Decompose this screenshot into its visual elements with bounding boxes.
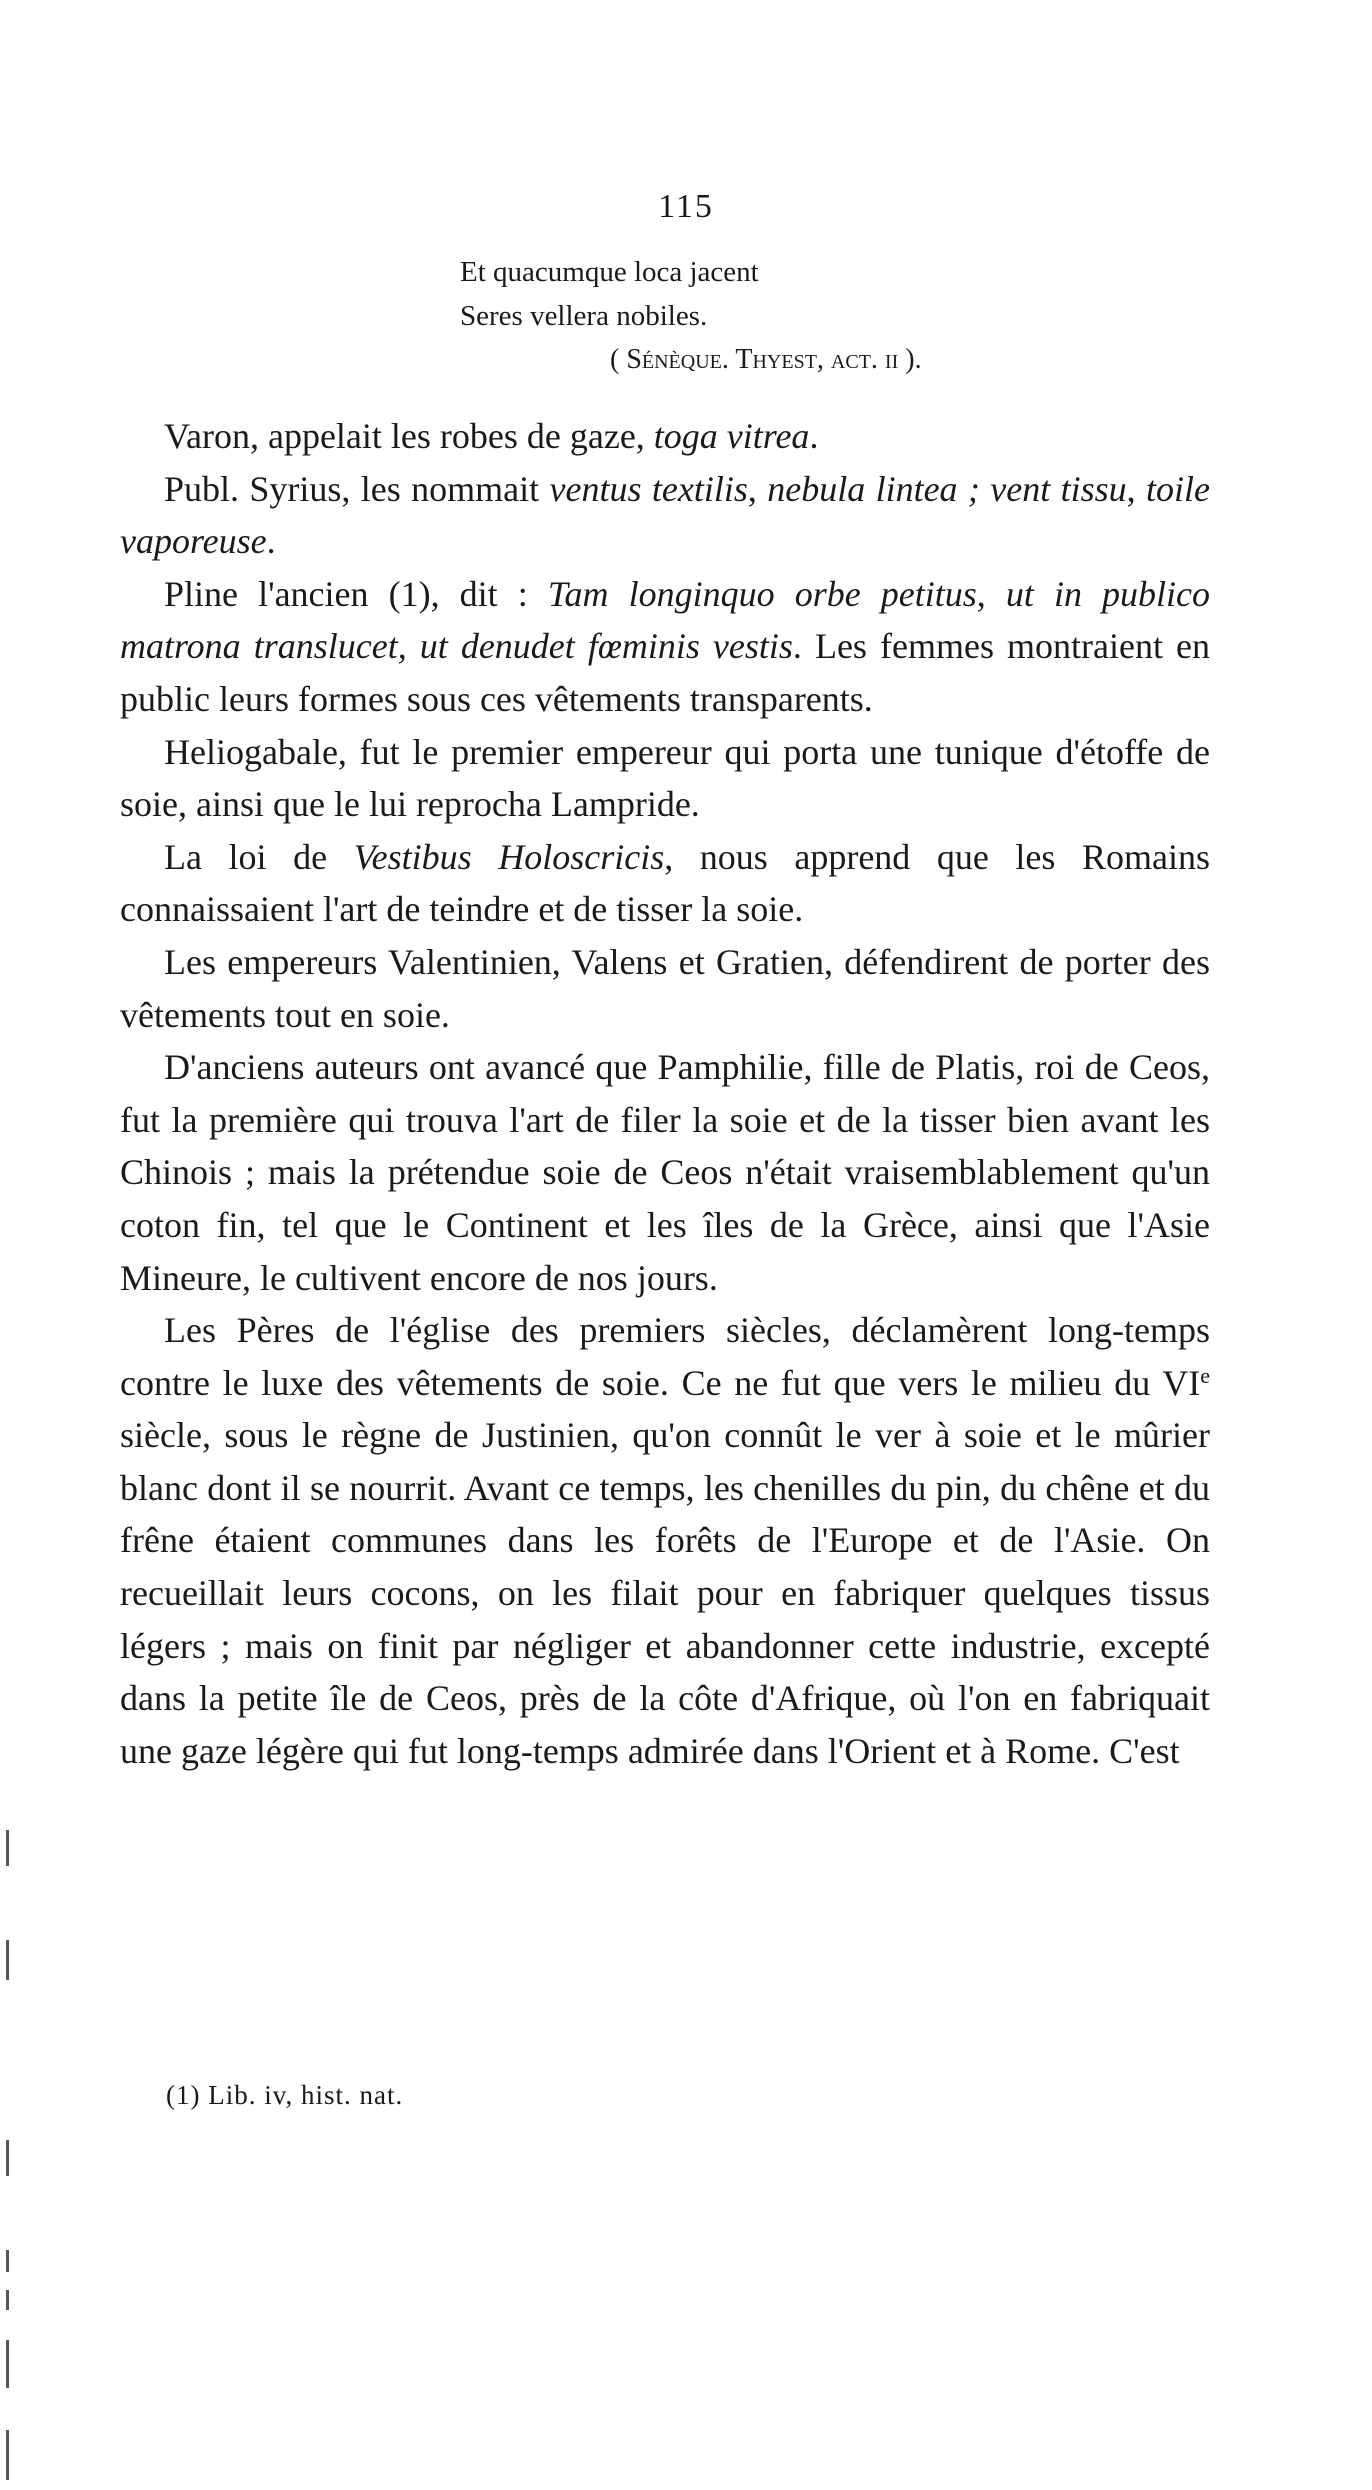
paragraph <box>120 831 1210 936</box>
paragraph <box>120 410 1210 463</box>
scan-mark <box>6 1830 9 1866</box>
text-run: , nous apprend que les Romains connaissaient l'art de teindre et de tisser la soie. <box>120 836 1210 930</box>
epigraph-line: Seres vellera nobiles. <box>460 300 708 332</box>
text-run: Pline l'ancien (1), dit : <box>164 573 548 614</box>
scan-mark <box>6 2140 9 2176</box>
scan-mark <box>6 1940 9 1980</box>
footnote: (1) Lib. iv, hist. nat. <box>166 2080 404 2110</box>
paragraph <box>120 726 1210 831</box>
superscript-text: e <box>1200 1362 1210 1388</box>
italic-text: Tam longinquo orbe petitus <box>547 573 977 614</box>
body-text <box>120 410 1210 1777</box>
paragraph <box>120 1304 1210 1777</box>
italic-text: ut in publico matrona translucet, ut denudet fœminis vestis <box>120 573 1211 667</box>
paragraph <box>120 463 1210 568</box>
scan-mark <box>6 2340 9 2388</box>
text-run: La loi de <box>164 836 354 877</box>
text-run: Les empereurs Valentinien, Valens et Gratien, défendirent de porter des vêtements tout en soie. <box>120 941 1210 1035</box>
text-run: , <box>747 468 768 509</box>
text-run: , <box>1126 468 1147 509</box>
epigraph <box>460 250 1060 382</box>
scan-margin-marks <box>6 1830 12 2490</box>
text-run: , <box>976 573 1006 614</box>
scan-mark <box>6 2430 9 2480</box>
paragraph <box>120 1041 1210 1304</box>
italic-text: toile vaporeuse <box>120 468 1211 562</box>
text-run: Varon, appelait les robes de gaze, <box>164 416 654 456</box>
italic-text: ventus textilis <box>549 468 748 509</box>
epigraph-source: ( Sénèque. Thyest, act. ii ). <box>610 344 922 375</box>
scan-mark <box>6 2250 9 2272</box>
text-run: . Les femmes montraient en public leurs formes sous ces vêtements transparents. <box>120 626 1210 719</box>
text-run: Publ. Syrius, les nommait <box>164 468 550 509</box>
paragraph <box>120 568 1210 726</box>
text-run: siècle, sous le règne de Justinien, qu'on connût le ver à soie et le mûrier blanc dont il se nourrit. Avant ce temps, les chenilles du pin, du chêne et du frêne étaient communes dans les forêts de l'Europe et de l'Asie. On recueillait leurs cocons, on les filait pour en fabriquer quelques tissus légers ; mais on finit par négliger et abandonner cette industrie, excepté dans la petite île de Ceos, près de la côte d'Afrique, où l'on en fabriquait une gaze légère qui fut long-temps admirée dans l'Orient et à Rome. C'est <box>120 1415 1210 1771</box>
scan-mark <box>6 2290 9 2310</box>
paragraph <box>120 936 1210 1041</box>
italic-text: nebula lintea ; vent tissu <box>767 468 1127 509</box>
italic-text: toga vitrea <box>653 416 810 456</box>
page-number: 115 <box>658 188 714 225</box>
text-run: . <box>809 416 819 456</box>
text-run: Les Pères de l'église des premiers siècles, déclamèrent long-temps contre le luxe des vêtements de soie. Ce ne fut que vers le milieu du VI <box>120 1310 1210 1403</box>
epigraph-line: Et quacumque loca jacent <box>460 256 759 288</box>
italic-text: Vestibus Holoscricis <box>353 836 665 877</box>
text-run: Heliogabale, fut le premier empereur qui porta une tunique d'étoffe de soie, ainsi que le lui reprocha Lampride. <box>120 731 1210 825</box>
text-run: . <box>266 521 276 562</box>
text-run: D'anciens auteurs ont avancé que Pamphilie, fille de Platis, roi de Ceos, fut la première qui trouva l'art de filer la soie et de la tisser bien avant les Chinois ; mais la prétendue soie de Ceos n'était vraisemblablement qu'un coton fin, tel que le Continent et les îles de la Grèce, ainsi que l'Asie Mineure, le cultivent encore de nos jours. <box>120 1047 1210 1298</box>
